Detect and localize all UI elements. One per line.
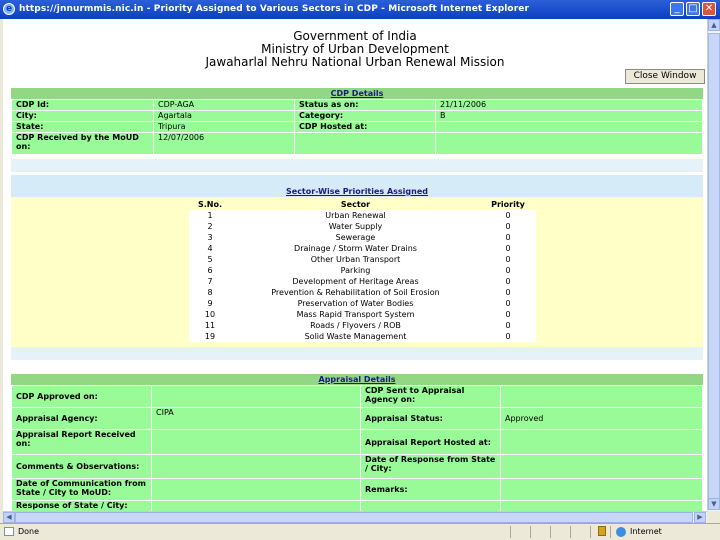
page-header bbox=[3, 30, 707, 69]
sector-heading: Sector-Wise Priorities Assigned bbox=[11, 186, 703, 197]
remarks-label: Remarks: bbox=[361, 479, 501, 501]
minimize-button[interactable]: _ bbox=[670, 2, 684, 16]
row-sno: 19 bbox=[189, 331, 231, 342]
sent-value bbox=[501, 386, 703, 408]
row-sno: 6 bbox=[189, 265, 231, 276]
close-button[interactable]: ✕ bbox=[702, 2, 716, 16]
priority-table-header bbox=[189, 199, 536, 210]
row-priority: 0 bbox=[480, 254, 536, 265]
empty-cell bbox=[361, 501, 501, 512]
report-received-label: Appraisal Report Received on: bbox=[12, 430, 152, 455]
report-hosted-value bbox=[501, 430, 703, 455]
row-sector: Urban Renewal bbox=[231, 210, 480, 221]
city-label: City: bbox=[12, 111, 154, 122]
cdp-id-label: CDP Id: bbox=[12, 100, 154, 111]
priority-row bbox=[189, 276, 536, 287]
approved-value bbox=[152, 386, 361, 408]
priority-row bbox=[189, 309, 536, 320]
comments-value bbox=[152, 455, 361, 479]
agency-value: CIPA bbox=[152, 408, 361, 430]
page-content bbox=[3, 19, 707, 511]
close-window-button[interactable]: Close Window bbox=[625, 69, 705, 84]
row-priority: 0 bbox=[480, 221, 536, 232]
hosted-label: CDP Hosted at: bbox=[295, 122, 436, 133]
status-divider bbox=[510, 526, 511, 538]
priority-row bbox=[189, 287, 536, 298]
row-sno: 5 bbox=[189, 254, 231, 265]
row-priority: 0 bbox=[480, 232, 536, 243]
internet-explorer-icon: e bbox=[3, 3, 15, 15]
row-sector: Solid Waste Management bbox=[231, 331, 480, 342]
agency-label: Appraisal Agency: bbox=[12, 408, 152, 430]
row-priority: 0 bbox=[480, 276, 536, 287]
row-sector: Roads / Flyovers / ROB bbox=[231, 320, 480, 331]
cdp-id-value: CDP-AGA bbox=[154, 100, 295, 111]
row-sno: 2 bbox=[189, 221, 231, 232]
row-sector: Parking bbox=[231, 265, 480, 276]
row-priority: 0 bbox=[480, 265, 536, 276]
appraisal-status-label: Appraisal Status: bbox=[361, 408, 501, 430]
scroll-right-arrow-icon[interactable]: ▶ bbox=[694, 512, 706, 523]
report-received-value bbox=[152, 430, 361, 455]
scroll-thumb[interactable] bbox=[708, 33, 720, 503]
row-sector: Prevention & Rehabilitation of Soil Erosion bbox=[231, 287, 480, 298]
state-label: State: bbox=[12, 122, 154, 133]
status-divider bbox=[610, 526, 611, 538]
row-priority: 0 bbox=[480, 331, 536, 342]
appraisal-status-value: Approved bbox=[501, 408, 703, 430]
row-sector: Preservation of Water Bodies bbox=[231, 298, 480, 309]
spacer-band bbox=[11, 159, 703, 172]
communication-label: Date of Communication from State / City to MoUD: bbox=[12, 479, 152, 501]
comments-label: Comments & Observations: bbox=[12, 455, 152, 479]
status-divider bbox=[530, 526, 531, 538]
response-label: Response of State / City: bbox=[12, 501, 152, 512]
priority-row bbox=[189, 298, 536, 309]
row-sector: Sewerage bbox=[231, 232, 480, 243]
priority-row bbox=[189, 254, 536, 265]
appraisal-table bbox=[11, 385, 703, 511]
city-value: Agartala bbox=[154, 111, 295, 122]
globe-icon bbox=[616, 527, 626, 537]
priority-row bbox=[189, 331, 536, 342]
communication-value bbox=[152, 479, 361, 501]
status-divider bbox=[590, 526, 591, 538]
row-sector: Mass Rapid Transport System bbox=[231, 309, 480, 320]
row-sno: 10 bbox=[189, 309, 231, 320]
maximize-button[interactable]: □ bbox=[686, 2, 700, 16]
col-priority: Priority bbox=[480, 199, 536, 210]
row-sno: 4 bbox=[189, 243, 231, 254]
empty-cell bbox=[295, 133, 436, 155]
priority-row bbox=[189, 243, 536, 254]
status-divider bbox=[550, 526, 551, 538]
response-value bbox=[152, 501, 361, 512]
priority-row bbox=[189, 210, 536, 221]
priority-row bbox=[189, 265, 536, 276]
horizontal-scrollbar[interactable] bbox=[3, 511, 707, 523]
priority-row bbox=[189, 221, 536, 232]
scroll-thumb[interactable] bbox=[15, 512, 693, 523]
remarks-value bbox=[501, 479, 703, 501]
priority-table bbox=[189, 199, 536, 342]
scroll-left-arrow-icon[interactable]: ◀ bbox=[3, 512, 15, 523]
row-priority: 0 bbox=[480, 309, 536, 320]
row-sector: Development of Heritage Areas bbox=[231, 276, 480, 287]
row-priority: 0 bbox=[480, 320, 536, 331]
received-label: CDP Received by the MoUD on: bbox=[12, 133, 154, 155]
report-hosted-label: Appraisal Report Hosted at: bbox=[361, 430, 501, 455]
header-line-2: Ministry of Urban Development bbox=[261, 42, 449, 56]
page-icon bbox=[4, 527, 14, 536]
window-title: https://jnnurmmis.nic.in - Priority Assigned to Various Sectors in CDP - Microsoft Internet Explorer bbox=[19, 4, 529, 14]
status-divider bbox=[570, 526, 571, 538]
col-sector: Sector bbox=[231, 199, 480, 210]
row-sector: Water Supply bbox=[231, 221, 480, 232]
cdp-details-heading: CDP Details bbox=[11, 88, 703, 99]
priority-row bbox=[189, 232, 536, 243]
zone-text: Internet bbox=[630, 527, 662, 536]
status-value: 21/11/2006 bbox=[436, 100, 703, 111]
window-titlebar bbox=[0, 0, 720, 19]
priority-row bbox=[189, 320, 536, 331]
status-bar bbox=[0, 523, 720, 540]
appraisal-heading: Appraisal Details bbox=[11, 374, 703, 385]
header-line-3: Jawaharlal Nehru National Urban Renewal Mission bbox=[205, 55, 505, 69]
row-priority: 0 bbox=[480, 287, 536, 298]
category-label: Category: bbox=[295, 111, 436, 122]
row-sno: 9 bbox=[189, 298, 231, 309]
scroll-down-arrow-icon[interactable]: ▼ bbox=[708, 498, 720, 510]
header-line-1: Government of India bbox=[293, 29, 417, 43]
status-text: Done bbox=[18, 527, 40, 536]
empty-cell bbox=[436, 133, 703, 155]
status-label: Status as on: bbox=[295, 100, 436, 111]
scroll-up-arrow-icon[interactable]: ▲ bbox=[708, 19, 720, 31]
row-sector: Drainage / Storm Water Drains bbox=[231, 243, 480, 254]
empty-cell bbox=[501, 501, 703, 512]
row-sector: Other Urban Transport bbox=[231, 254, 480, 265]
lock-icon bbox=[598, 526, 606, 536]
cdp-details-table bbox=[11, 99, 703, 155]
row-priority: 0 bbox=[480, 243, 536, 254]
hosted-value bbox=[436, 122, 703, 133]
row-priority: 0 bbox=[480, 298, 536, 309]
approved-label: CDP Approved on: bbox=[12, 386, 152, 408]
row-sno: 11 bbox=[189, 320, 231, 331]
row-sno: 8 bbox=[189, 287, 231, 298]
col-sno: S.No. bbox=[189, 199, 231, 210]
vertical-scrollbar[interactable] bbox=[707, 19, 720, 511]
row-priority: 0 bbox=[480, 210, 536, 221]
row-sno: 7 bbox=[189, 276, 231, 287]
row-sno: 1 bbox=[189, 210, 231, 221]
sent-label: CDP Sent to Appraisal Agency on: bbox=[361, 386, 501, 408]
received-value: 12/07/2006 bbox=[154, 133, 295, 155]
response-date-value bbox=[501, 455, 703, 479]
row-sno: 3 bbox=[189, 232, 231, 243]
spacer-band bbox=[11, 347, 703, 360]
category-value: B bbox=[436, 111, 703, 122]
state-value: Tripura bbox=[154, 122, 295, 133]
response-date-label: Date of Response from State / City: bbox=[361, 455, 501, 479]
